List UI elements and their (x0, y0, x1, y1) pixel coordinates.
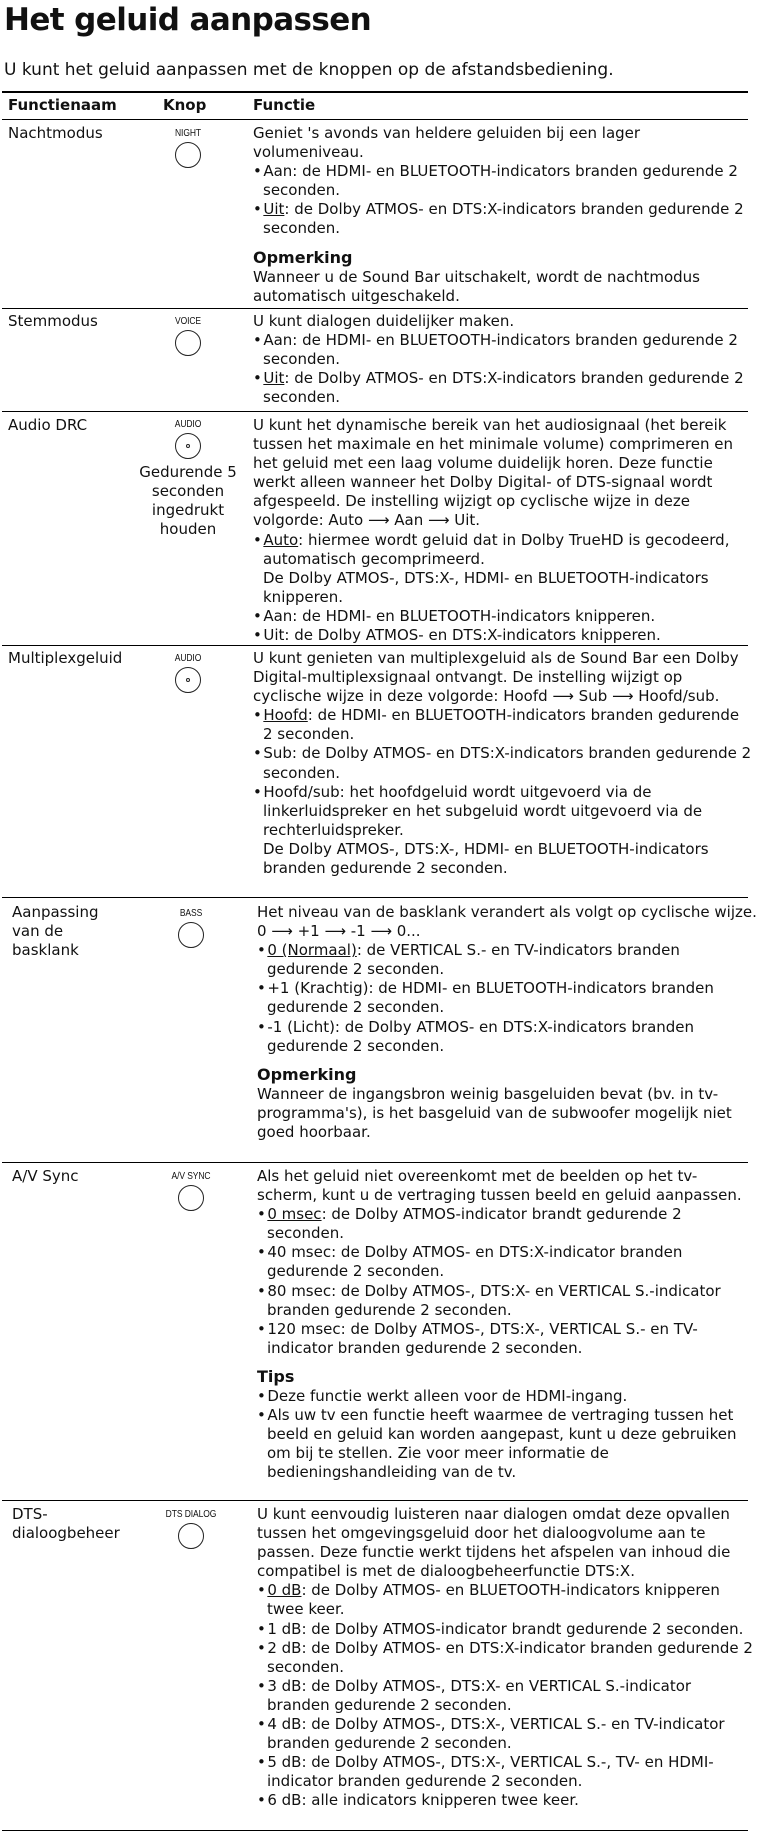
button-dts-dialog (139, 1509, 243, 1549)
function-description: U kunt dialogen duidelijker maken. • Aan: de HDMI- en BLUETOOTH-indicators branden gedurende 2 seconden. • Uit: de Dolby ATMOS- en DTS:X-indicators branden gedurende 2 seconden. (253, 312, 744, 407)
function-description: U kunt genieten van multiplexgeluid als de Sound Bar een Dolby Digital-multiplexsignaal ontvangt. De instelling wijzigt op cyclische wijze in deze volgorde: Hoofd ⟶ Sub ⟶ Hoofd/sub. • Hoofd: de HDMI- en BLUETOOTH-indicators branden gedurende 2 seconden. • Sub: de Dolby ATMOS- en DTS:X-indicators branden gedurende 2 seconden. • Hoofd/sub: het hoofdgeluid wordt uitgevoerd via de linkerluidspreker en het subgeluid wordt uitgevoerd via de rechterluidspreker. De Dolby ATMOS-, DTS:X-, HDMI- en BLUETOOTH-indicators branden gedurende 2 seconden. (253, 649, 752, 878)
tips-title: Tips (257, 1366, 295, 1386)
function-description: Als het geluid niet overeenkomt met de beelden op het tv-scherm, kunt u de vertraging tussen beeld en geluid aanpassen. • 0 msec: de Dolby ATMOS-indicator brandt gedurende 2 seconden. • 40 msec: de Dolby ATMOS- en DTS:X-indicator branden gedurende 2 seconden. • 80 msec: de Dolby ATMOS-, DTS:X- en VERTICAL S.-indicator branden gedurende 2 seconden. • 120 msec: de Dolby ATMOS-, DTS:X-, VERTICAL S.- en TV-indicator branden gedurende 2 seconden. Tips • Deze functie werkt alleen voor de HDMI-ingang. • Als uw tv een functie heeft waarmee de vertraging tussen het beeld en geluid kan worden aangepast, kunt u deze gebruiken om bij te stellen. Zie voor meer informatie de bedieningshandleiding van de tv. (257, 1167, 757, 1482)
button-voice (136, 316, 240, 356)
voice-button-icon (175, 330, 201, 356)
av-sync-button-icon (178, 1185, 204, 1211)
intro-text: U kunt het geluid aanpassen met de knoppen op de afstandsbediening. (4, 60, 614, 80)
button-label: AUDIO (174, 653, 202, 664)
table-bottom-rule (2, 1830, 748, 1831)
button-label: A/V SYNC (171, 1171, 211, 1182)
button-night (136, 128, 240, 168)
note-title: Opmerking (253, 247, 353, 267)
button-audio (136, 653, 240, 693)
function-name: Aanpassing van de basklank (12, 903, 99, 959)
button-bass (139, 908, 243, 948)
function-description: U kunt het dynamische bereik van het audiosignaal (het bereik tussen het maximale en het minimale volume) comprimeren en het geluid met een laag volume duidelijk horen. Deze functie werkt alleen wanneer het Dolby Digital- of DTS-signaal wordt afgespeeld. De instelling wijzigt op cyclische wijze in deze volgorde: Auto ⟶ Aan ⟶ Uit. • Auto: hiermee wordt geluid dat in Dolby TrueHD is gecodeerd, automatisch gecomprimeerd. De Dolby ATMOS-, DTS:X-, HDMI- en BLUETOOTH-indicators knipperen. • Aan: de HDMI- en BLUETOOTH-indicators knipperen. • Uit: de Dolby ATMOS- en DTS:X-indicators knipperen. (253, 416, 734, 645)
button-label: AUDIO (174, 419, 202, 430)
note-text: Wanneer u de Sound Bar uitschakelt, wordt de nachtmodus automatisch uitgeschakeld. (253, 267, 700, 305)
page-title: Het geluid aanpassen (4, 2, 372, 38)
function-name: Multiplexgeluid (8, 649, 123, 667)
table-top-rule (2, 91, 748, 93)
note-title: Opmerking (257, 1064, 357, 1084)
button-label: VOICE (174, 316, 202, 327)
night-button-icon (175, 142, 201, 168)
header-function: Functie (253, 96, 316, 114)
function-name: A/V Sync (12, 1167, 79, 1185)
button-label: BASS (179, 908, 203, 919)
dts-dialog-button-icon (178, 1523, 204, 1549)
button-audio (136, 419, 240, 539)
function-name: DTS-dialoogbeheer (12, 1505, 120, 1542)
function-description: Het niveau van de basklank verandert als volgt op cyclische wijze. 0 ⟶ +1 ⟶ -1 ⟶ 0... • 0 (Normaal): de VERTICAL S.- en TV-indicators branden gedurende 2 seconden. • +1 (Krachtig): de HDMI- en BLUETOOTH-indicators branden gedurende 2 seconden. • -1 (Licht): de Dolby ATMOS- en DTS:X-indicators branden gedurende 2 seconden. Opmerking Wanneer de ingangsbron weinig basgeluiden bevat (bv. in tv-programma's), is het basgeluid van de subwoofer mogelijk niet goed hoorbaar. (257, 903, 757, 1141)
audio-button-icon (175, 433, 201, 459)
button-av-sync (139, 1171, 243, 1211)
header-function-name: Functienaam (8, 96, 117, 114)
row-rule (2, 1162, 748, 1163)
header-rule (2, 119, 748, 120)
row-rule (2, 1500, 748, 1501)
button-hold-note: Gedurende 5 seconden ingedrukt houden (139, 463, 237, 538)
row-rule (2, 411, 748, 412)
note-text: Wanneer de ingangsbron weinig basgeluiden bevat (bv. in tv-programma's), is het basgeluid van de subwoofer mogelijk niet goed hoorbaar. (257, 1084, 732, 1141)
function-name: Stemmodus (8, 312, 98, 330)
button-label: NIGHT (174, 128, 202, 139)
function-name: Nachtmodus (8, 124, 103, 142)
function-description: Geniet 's avonds van heldere geluiden bij een lager volumeniveau. • Aan: de HDMI- en BLUETOOTH-indicators branden gedurende 2 seconden. • Uit: de Dolby ATMOS- en DTS:X-indicators branden gedurende 2 seconden. Opmerking Wanneer u de Sound Bar uitschakelt, wordt de nachtmodus automatisch uitgeschakeld. (253, 124, 753, 306)
audio-button-icon (175, 667, 201, 693)
button-label: DTS DIALOG (165, 1509, 217, 1520)
function-description: U kunt eenvoudig luisteren naar dialogen omdat deze opvallen tussen het omgevingsgeluid door het dialoogvolume aan te passen. Deze functie werkt tijdens het afspelen van inhoud die compatibel is met de dialoogbeheerfunctie DTS:X. • 0 dB: de Dolby ATMOS- en BLUETOOTH-indicators knipperen twee keer. • 1 dB: de Dolby ATMOS-indicator brandt gedurende 2 seconden. • 2 dB: de Dolby ATMOS- en DTS:X-indicator branden gedurende 2 seconden. • 3 dB: de Dolby ATMOS-, DTS:X- en VERTICAL S.-indicator branden gedurende 2 seconden. • 4 dB: de Dolby ATMOS-, DTS:X-, VERTICAL S.- en TV-indicator branden gedurende 2 seconden. • 5 dB: de Dolby ATMOS-, DTS:X-, VERTICAL S.-, TV- en HDMI-indicator branden gedurende 2 seconden. • 6 dB: alle indicators knipperen twee keer. (257, 1505, 753, 1810)
bass-button-icon (178, 922, 204, 948)
row-rule (2, 645, 748, 646)
row-rule (2, 897, 748, 898)
header-button: Knop (163, 96, 207, 114)
function-name: Audio DRC (8, 416, 88, 434)
row-rule (2, 308, 748, 309)
